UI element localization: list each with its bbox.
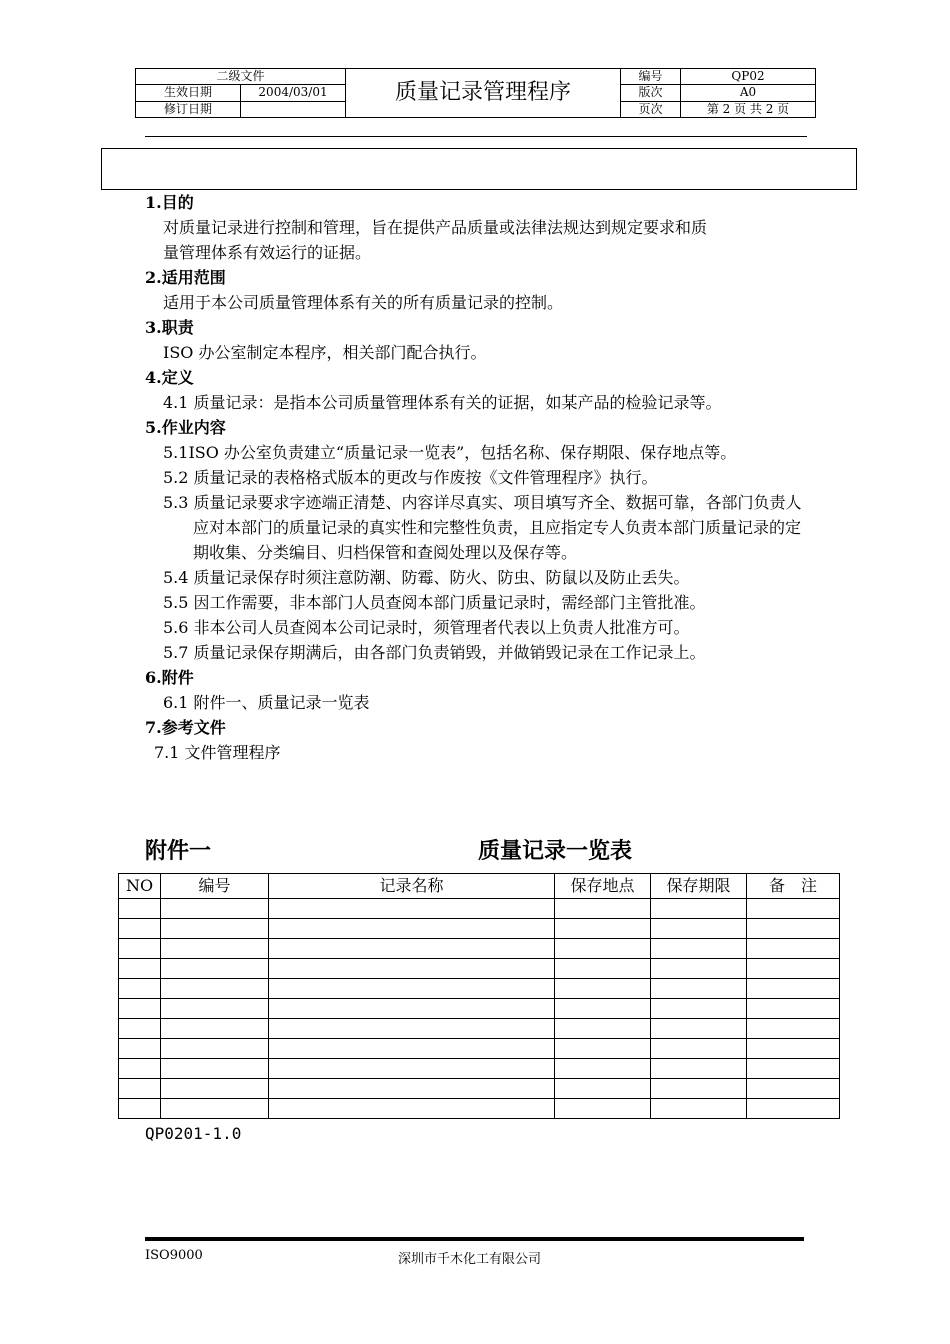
table-row xyxy=(119,1039,840,1059)
column-header: 编号 xyxy=(161,874,269,899)
table-row xyxy=(119,919,840,939)
list-item: 5.4 质量记录保存时须注意防潮、防霉、防火、防虫、防鼠以及防止丢失。 xyxy=(163,568,690,587)
document-header-table xyxy=(135,68,816,118)
table-row xyxy=(119,1019,840,1039)
column-header: 备 注 xyxy=(747,874,840,899)
effective-date-label: 生效日期 xyxy=(136,85,241,101)
number-label: 编号 xyxy=(621,69,681,85)
list-item: 6.1 附件一、质量记录一览表 xyxy=(163,693,370,712)
paragraph: ISO 办公室制定本程序，相关部门配合执行。 xyxy=(163,343,487,362)
table-row xyxy=(119,1079,840,1099)
list-item: 5.7 质量记录保存期满后，由各部门负责销毁，并做销毁记录在工作记录上。 xyxy=(163,643,706,662)
paragraph: 4.1 质量记录：是指本公司质量管理体系有关的证据，如某产品的检验记录等。 xyxy=(163,393,722,412)
version-label: 版次 xyxy=(621,85,681,101)
footer-divider xyxy=(145,1237,804,1241)
table-row xyxy=(119,1099,840,1119)
paragraph: 适用于本公司质量管理体系有关的所有质量记录的控制。 xyxy=(163,293,564,312)
list-item: 5.2 质量记录的表格格式版本的更改与作废按《文件管理程序》执行。 xyxy=(163,468,658,487)
section-heading: 7.参考文件 xyxy=(145,718,226,737)
table-row xyxy=(119,899,840,919)
section-heading: 6.附件 xyxy=(145,668,194,687)
column-header: 记录名称 xyxy=(269,874,555,899)
revision-date-label: 修订日期 xyxy=(136,101,241,117)
page-label: 页次 xyxy=(621,101,681,117)
list-item: 5.1ISO 办公室负责建立“质量记录一览表”，包括名称、保存期限、保存地点等。 xyxy=(163,443,737,462)
section-heading: 4.定义 xyxy=(145,368,194,387)
effective-date-value: 2004/03/01 xyxy=(241,85,346,101)
section-heading: 2.适用范围 xyxy=(145,268,226,287)
header-divider xyxy=(145,136,807,137)
list-item: 5.3 质量记录要求字迹端正清楚、内容详尽真实、项目填写齐全、数据可靠，各部门负责人应对本部门的质量记录的真实性和完整性负责，且应指定专人负责本部门质量记录的定期收集、分类编目、归档保管和查阅处理以及保存等。 xyxy=(163,493,802,562)
attachment-title: 质量记录一览表 xyxy=(478,838,633,864)
table-row xyxy=(119,979,840,999)
record-list-table xyxy=(118,873,840,1119)
section-heading: 5.作业内容 xyxy=(145,418,226,437)
table-row xyxy=(119,1059,840,1079)
footer-standard: ISO9000 xyxy=(145,1248,203,1263)
column-header: 保存地点 xyxy=(555,874,651,899)
empty-frame xyxy=(101,148,857,190)
number-value: QP02 xyxy=(681,69,816,85)
section-heading: 3.职责 xyxy=(145,318,194,337)
list-item: 5.5 因工作需要，非本部门人员查阅本部门质量记录时，需经部门主管批准。 xyxy=(163,593,706,612)
document-level: 二级文件 xyxy=(136,69,346,85)
footer-company: 深圳市千木化工有限公司 xyxy=(398,1252,542,1267)
version-value: A0 xyxy=(681,85,816,101)
revision-date-value xyxy=(241,101,346,117)
section-heading: 1.目的 xyxy=(145,193,194,212)
form-code: QP0201-1.0 xyxy=(145,1124,242,1143)
document-title: 质量记录管理程序 xyxy=(346,69,621,118)
document-body xyxy=(145,190,815,765)
page-value: 第 2 页 共 2 页 xyxy=(681,101,816,117)
table-row xyxy=(119,959,840,979)
paragraph: 量管理体系有效运行的证据。 xyxy=(163,243,372,262)
attachment-label: 附件一 xyxy=(145,838,212,864)
table-row xyxy=(119,939,840,959)
table-row xyxy=(119,999,840,1019)
column-header: NO xyxy=(119,874,161,899)
column-header: 保存期限 xyxy=(651,874,747,899)
list-item: 5.6 非本公司人员查阅本公司记录时，须管理者代表以上负责人批准方可。 xyxy=(163,618,690,637)
list-item: 7.1 文件管理程序 xyxy=(154,743,281,762)
paragraph: 对质量记录进行控制和管理，旨在提供产品质量或法律法规达到规定要求和质 xyxy=(163,218,708,237)
